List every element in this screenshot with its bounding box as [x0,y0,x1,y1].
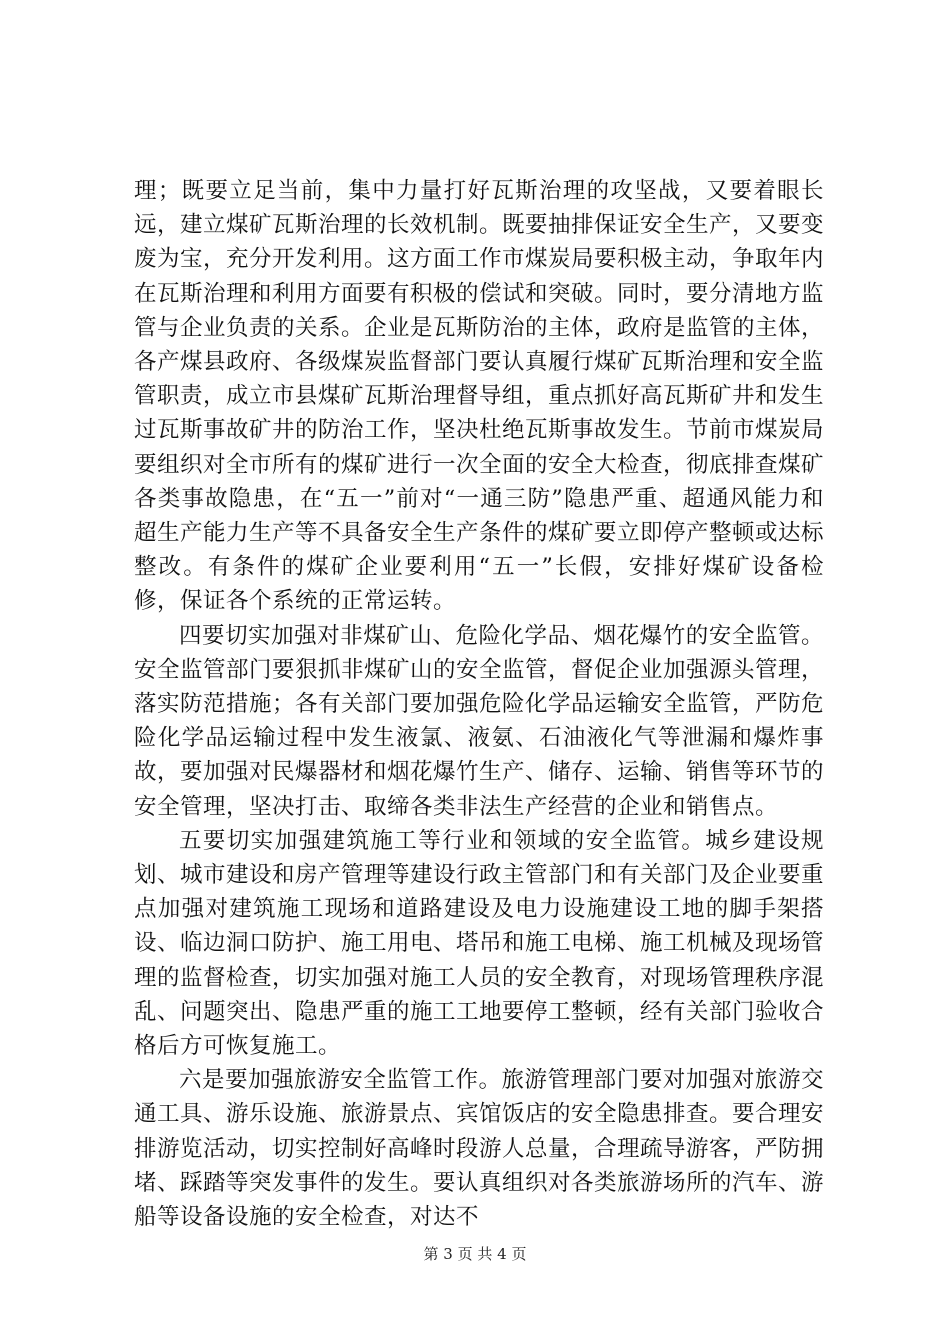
paragraph-3: 五要切实加强建筑施工等行业和领域的安全监管。城乡建设规划、城市建设和房产管理等建设行政主管部门和有关部门及企业要重点加强对建筑施工现场和道路建设及电力设施建设工地的脚手架搭设、临边洞口防护、施工用电、塔吊和施工电梯、施工机械及现场管理的监督检查，切实加强对施工人员的安全教育，对现场管理秩序混乱、问题突出、隐患严重的施工工地要停工整顿，经有关部门验收合格后方可恢复施工。 [134,827,825,1060]
paragraph-4: 六是要加强旅游安全监管工作。旅游管理部门要对加强对旅游交通工具、游乐设施、旅游景点、宾馆饭店的安全隐患排查。要合理安排游览活动，切实控制好高峰时段游人总量，合理疏导游客，严防拥堵、踩踏等突发事件的发生。要认真组织对各类旅游场所的汽车、游船等设备设施的安全检查，对达不 [134,1067,825,1231]
paragraph-2: 四要切实加强对非煤矿山、危险化学品、烟花爆竹的安全监管。安全监管部门要狠抓非煤矿山的安全监管，督促企业加强源头管理，落实防范措施；各有关部门要加强危险化学品运输安全监管，严防危险化学品运输过程中发生液氯、液氨、石油液化气等泄漏和爆炸事故，要加强对民爆器材和烟花爆竹生产、储存、运输、销售等环节的安全管理，坚决打击、取缔各类非法生产经营的企业和销售点。 [134,622,825,820]
page-footer: 第 3 页 共 4 页 [423,1245,527,1263]
body-text [134,174,824,1234]
paragraph-1: 理；既要立足当前，集中力量打好瓦斯治理的攻坚战，又要着眼长远，建立煤矿瓦斯治理的长效机制。既要抽排保证安全生产，又要变废为宝，充分开发利用。这方面工作市煤炭局要积极主动，争取年内在瓦斯治理和利用方面要有积极的偿试和突破。同时，要分清地方监管与企业负责的关系。企业是瓦斯防治的主体，政府是监管的主体，各产煤县政府、各级煤炭监督部门要认真履行煤矿瓦斯治理和安全监管职责，成立市县煤矿瓦斯治理督导组，重点抓好高瓦斯矿井和发生过瓦斯事故矿井的防治工作，坚决杜绝瓦斯事故发生。节前市煤炭局要组织对全市所有的煤矿进行一次全面的安全大检查，彻底排查煤矿各类事故隐患，在“五一”前对“一通三防”隐患严重、超通风能力和超生产能力生产等不具备安全生产条件的煤矿要立即停产整顿或达标整改。有条件的煤矿企业要利用“五一”长假，安排好煤矿设备检修，保证各个系统的正常运转。 [134,178,825,615]
